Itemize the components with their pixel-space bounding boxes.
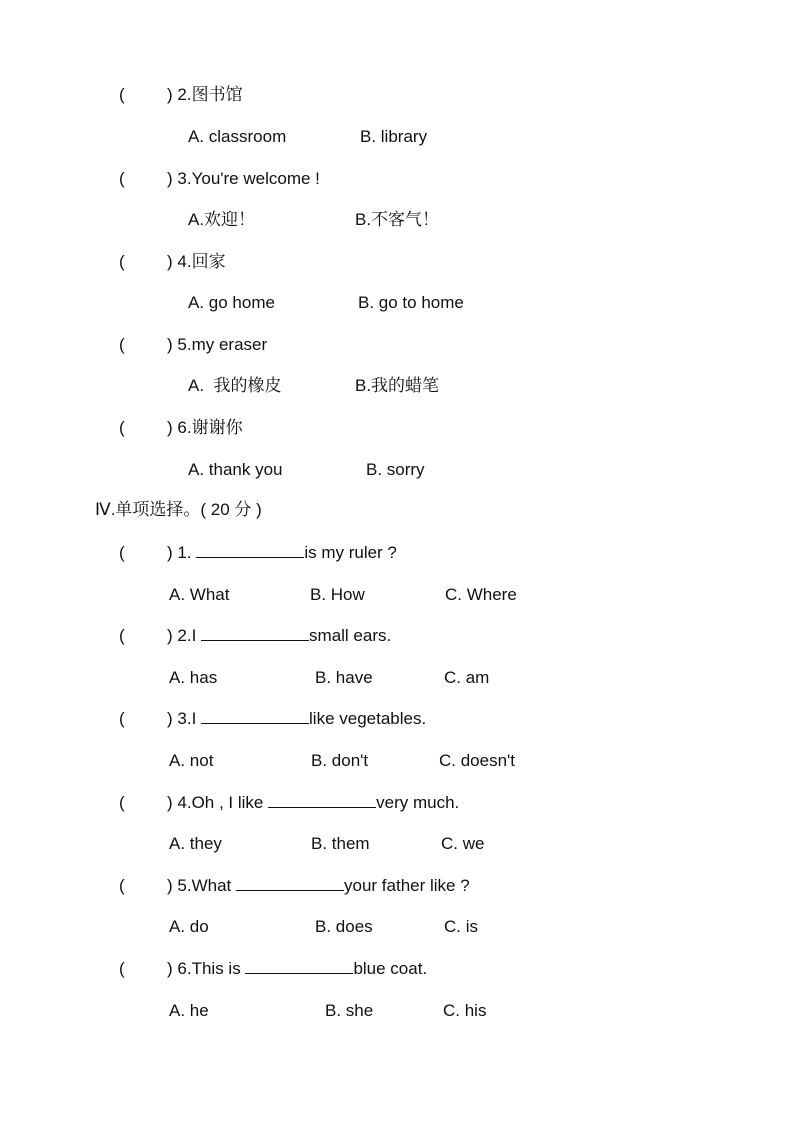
option-b: B. go to home (358, 293, 464, 312)
stem-before: 4.Oh , I like (177, 793, 269, 812)
option-a: A. What (169, 585, 230, 604)
close-paren: ) (167, 418, 173, 437)
question-row (119, 418, 243, 438)
option-a: A. do (169, 917, 209, 936)
question-stem: 5.my eraser (177, 335, 268, 354)
option-c: C. his (443, 1001, 487, 1020)
question-stem: 3.You're welcome ! (177, 169, 320, 188)
option-b: B. don't (311, 751, 369, 770)
stem-after: like vegetables. (309, 709, 427, 728)
open-paren: ( (119, 335, 125, 354)
option-c: C. am (444, 668, 490, 687)
answer-blank[interactable] (196, 543, 304, 558)
open-paren: ( (119, 418, 125, 437)
option-a: A. he (169, 1001, 209, 1020)
question-row (119, 85, 243, 105)
question-row (119, 543, 397, 563)
option-b: B.我的蜡笔 (355, 376, 440, 395)
stem-before: 5.What (177, 876, 236, 895)
stem-before: 6.This is (177, 959, 246, 978)
close-paren: ) (167, 626, 173, 645)
answer-blank[interactable] (245, 959, 353, 974)
stem-after: is my ruler ? (304, 543, 397, 562)
close-paren: ) (167, 169, 173, 188)
close-paren: ) (167, 959, 173, 978)
option-c: C. Where (445, 585, 517, 604)
option-b: B. sorry (366, 460, 425, 479)
open-paren: ( (119, 543, 125, 562)
question-row (119, 876, 470, 896)
open-paren: ( (119, 626, 125, 645)
close-paren: ) (167, 793, 173, 812)
stem-after: your father like ? (344, 876, 470, 895)
option-b: B. she (325, 1001, 374, 1020)
close-paren: ) (167, 252, 173, 271)
answer-blank[interactable] (268, 793, 376, 808)
close-paren: ) (167, 335, 173, 354)
stem-before: 2.I (177, 626, 202, 645)
close-paren: ) (167, 85, 173, 104)
option-c: C. doesn't (439, 751, 516, 770)
answer-blank[interactable] (201, 709, 309, 724)
question-row (119, 626, 391, 646)
option-c: C. is (444, 917, 478, 936)
option-b: B.不客气！ (355, 210, 440, 229)
option-a: A. they (169, 834, 222, 853)
stem-after: small ears. (309, 626, 392, 645)
option-b: B. them (311, 834, 370, 853)
answer-blank[interactable] (236, 876, 344, 891)
stem-after: very much. (376, 793, 460, 812)
question-row (119, 793, 459, 813)
option-a: A. has (169, 668, 218, 687)
open-paren: ( (119, 709, 125, 728)
option-b: B. library (360, 127, 428, 146)
section-heading: Ⅳ.单项选择。( 20 分 ) (95, 500, 262, 519)
option-a: A. thank you (188, 460, 283, 479)
answer-blank[interactable] (201, 626, 309, 641)
option-b: B. have (315, 668, 373, 687)
question-row (119, 252, 226, 272)
option-a: A. go home (188, 293, 275, 312)
question-row (119, 709, 426, 729)
open-paren: ( (119, 85, 125, 104)
option-b: B. How (310, 585, 365, 604)
close-paren: ) (167, 543, 173, 562)
option-a: A. 我的橡皮 (188, 376, 282, 395)
question-stem: 2.图书馆 (177, 85, 243, 104)
option-b: B. does (315, 917, 373, 936)
option-a: A. not (169, 751, 214, 770)
question-stem: 6.谢谢你 (177, 418, 243, 437)
open-paren: ( (119, 876, 125, 895)
open-paren: ( (119, 252, 125, 271)
open-paren: ( (119, 959, 125, 978)
open-paren: ( (119, 169, 125, 188)
question-row (119, 335, 267, 355)
question-row (119, 959, 427, 979)
option-a: A. classroom (188, 127, 287, 146)
option-a: A.欢迎！ (188, 210, 256, 229)
stem-after: blue coat. (353, 959, 428, 978)
close-paren: ) (167, 876, 173, 895)
question-stem: 4.回家 (177, 252, 226, 271)
question-row (119, 169, 320, 189)
close-paren: ) (167, 709, 173, 728)
stem-before: 3.I (177, 709, 202, 728)
open-paren: ( (119, 793, 125, 812)
option-c: C. we (441, 834, 485, 853)
stem-before: 1. (177, 543, 197, 562)
